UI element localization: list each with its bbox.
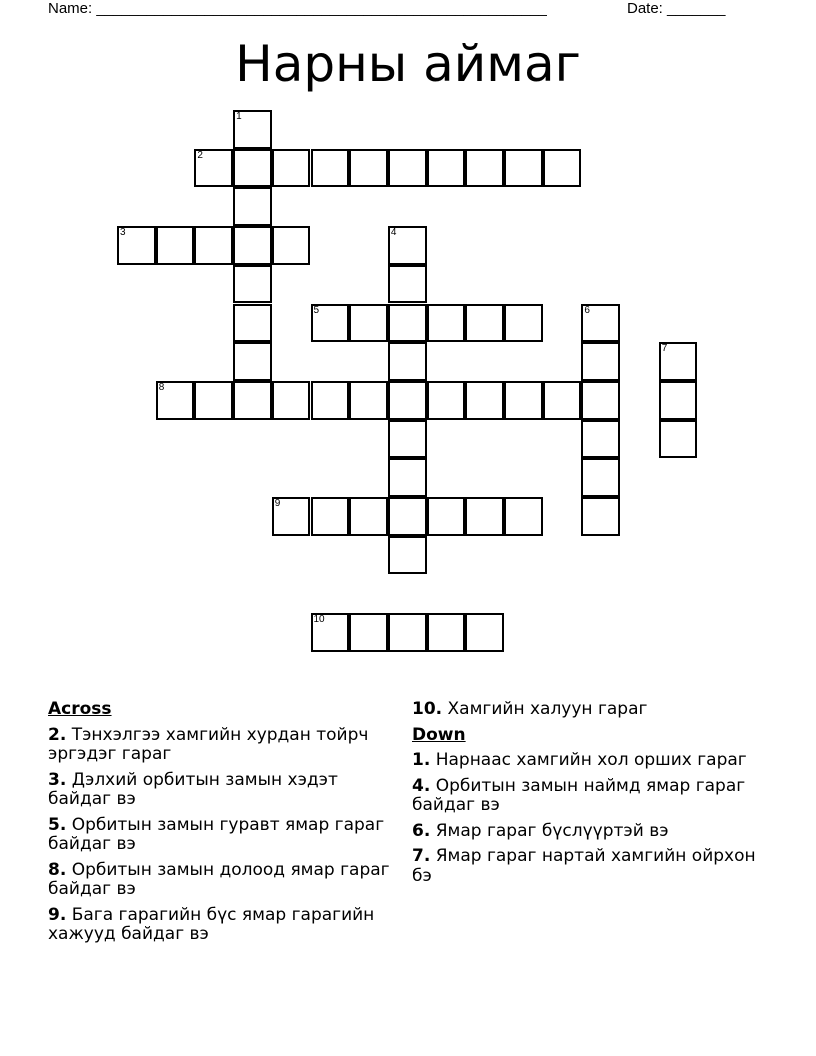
grid-cell[interactable]	[581, 304, 620, 343]
grid-cell[interactable]	[156, 381, 195, 420]
grid-cell[interactable]	[311, 381, 350, 420]
grid-cell[interactable]	[194, 381, 233, 420]
cell-number: 1	[236, 111, 242, 122]
grid-cell[interactable]	[504, 497, 543, 536]
down-heading: Down	[412, 724, 466, 745]
clue-text: Дэлхий орбитын замын хэдэт байдаг вэ	[48, 769, 338, 809]
grid-cell[interactable]	[388, 420, 427, 459]
clue-number: 3.	[48, 769, 67, 790]
grid-cell[interactable]	[388, 613, 427, 652]
grid-cell[interactable]	[388, 497, 427, 536]
down-clue	[412, 822, 767, 842]
grid-cell[interactable]	[156, 226, 195, 265]
date-field: Date: _______	[627, 0, 726, 17]
grid-cell[interactable]	[272, 226, 311, 265]
grid-cell[interactable]	[465, 613, 504, 652]
grid-cell[interactable]	[465, 304, 504, 343]
cell-number: 5	[313, 304, 320, 316]
grid-cell[interactable]	[543, 381, 582, 420]
cell-number: 9	[274, 498, 281, 509]
clue-number: 1.	[412, 750, 431, 770]
down-clue	[412, 751, 767, 771]
clue-number: 6.	[412, 820, 431, 841]
cell-number: 10	[313, 614, 325, 626]
clue-text: Ямар гараг нартай хамгийн ойрхон бэ	[412, 846, 756, 886]
grid-cell[interactable]	[233, 265, 272, 304]
grid-cell[interactable]	[388, 304, 427, 343]
clue-text: Орбитын замын долоод ямар гараг байдаг вэ	[48, 859, 390, 899]
clues-left-column	[48, 700, 393, 951]
across-clue	[48, 726, 393, 765]
grid-cell[interactable]	[388, 149, 427, 188]
grid-cell[interactable]	[388, 381, 427, 420]
grid-cell[interactable]	[581, 497, 620, 536]
across-clue	[48, 816, 393, 855]
grid-cell[interactable]	[311, 613, 350, 652]
clue-number: 10.	[412, 699, 443, 719]
cell-number: 7	[661, 343, 668, 355]
grid-cell[interactable]	[388, 226, 427, 265]
clue-text: Ямар гараг бүслүүртэй вэ	[435, 820, 669, 841]
grid-cell[interactable]	[427, 149, 466, 188]
clue-number: 2.	[48, 724, 67, 745]
clues-right-column	[412, 700, 767, 892]
clue-number: 4.	[412, 775, 431, 796]
across-clue	[48, 771, 393, 810]
clue-text: Нарнаас хамгийн хол орших гараг	[435, 750, 747, 770]
grid-cell[interactable]	[388, 342, 427, 381]
clue-number: 7.	[412, 846, 431, 866]
grid-cell[interactable]	[349, 497, 388, 536]
down-clue	[412, 847, 767, 886]
grid-cell[interactable]	[233, 226, 272, 265]
grid-cell[interactable]	[233, 304, 272, 343]
grid-cell[interactable]	[659, 420, 698, 459]
grid-cell[interactable]	[581, 342, 620, 381]
grid-cell[interactable]	[349, 149, 388, 188]
clue-number: 8.	[48, 859, 67, 880]
grid-cell[interactable]	[427, 497, 466, 536]
grid-cell[interactable]	[272, 149, 311, 188]
grid-cell[interactable]	[388, 536, 427, 575]
clue-number: 5.	[48, 814, 67, 835]
across-clue	[48, 906, 393, 945]
grid-cell[interactable]	[233, 381, 272, 420]
grid-cell[interactable]	[233, 110, 272, 149]
grid-cell[interactable]	[233, 342, 272, 381]
clue-text: Тэнхэлгээ хамгийн хурдан тойрч эргэдэг гараг	[48, 724, 369, 764]
across-heading: Across	[48, 699, 112, 719]
clue-text: Хамгийн халуун гараг	[447, 699, 648, 719]
grid-cell[interactable]	[311, 497, 350, 536]
grid-cell[interactable]	[349, 613, 388, 652]
grid-cell[interactable]	[427, 304, 466, 343]
clue-text: Бага гарагийн бүс ямар гарагийн хажууд байдаг вэ	[48, 904, 375, 944]
cell-number: 4	[390, 227, 397, 239]
grid-cell[interactable]	[659, 342, 698, 381]
grid-cell[interactable]	[311, 149, 350, 188]
grid-cell[interactable]	[272, 381, 311, 420]
grid-cell[interactable]	[465, 381, 504, 420]
grid-cell[interactable]	[349, 304, 388, 343]
grid-cell[interactable]	[659, 381, 698, 420]
grid-cell[interactable]	[194, 226, 233, 265]
cell-number: 3	[120, 227, 126, 239]
clue-text: Орбитын замын наймд ямар гараг байдаг вэ	[412, 775, 746, 815]
grid-cell[interactable]	[581, 458, 620, 497]
cell-number: 6	[584, 304, 590, 316]
across-clue	[48, 861, 393, 900]
clue-text: Орбитын замын гуравт ямар гараг байдаг вэ	[48, 814, 385, 854]
grid-cell[interactable]	[388, 265, 427, 304]
grid-cell[interactable]	[504, 381, 543, 420]
grid-cell[interactable]	[543, 149, 582, 188]
grid-cell[interactable]	[465, 497, 504, 536]
grid-cell[interactable]	[504, 304, 543, 343]
grid-cell[interactable]	[581, 420, 620, 459]
grid-cell[interactable]	[427, 613, 466, 652]
grid-cell[interactable]	[272, 497, 311, 536]
grid-cell[interactable]	[117, 226, 156, 265]
page-title: Нарны аймаг	[235, 35, 581, 93]
cell-number: 8	[158, 381, 165, 393]
grid-cell[interactable]	[504, 149, 543, 188]
grid-cell[interactable]	[465, 149, 504, 188]
cell-number: 2	[197, 149, 203, 161]
grid-cell[interactable]	[233, 187, 272, 226]
grid-cell[interactable]	[388, 458, 427, 497]
grid-cell[interactable]	[349, 381, 388, 420]
grid-cell[interactable]	[311, 304, 350, 343]
grid-cell[interactable]	[581, 381, 620, 420]
down-clue	[412, 777, 767, 816]
across-clue	[412, 700, 767, 720]
grid-cell[interactable]	[194, 149, 233, 188]
name-field: Name: ______________________________________________________	[48, 0, 547, 17]
clue-number: 9.	[48, 904, 67, 925]
grid-cell[interactable]	[427, 381, 466, 420]
grid-cell[interactable]	[233, 149, 272, 188]
